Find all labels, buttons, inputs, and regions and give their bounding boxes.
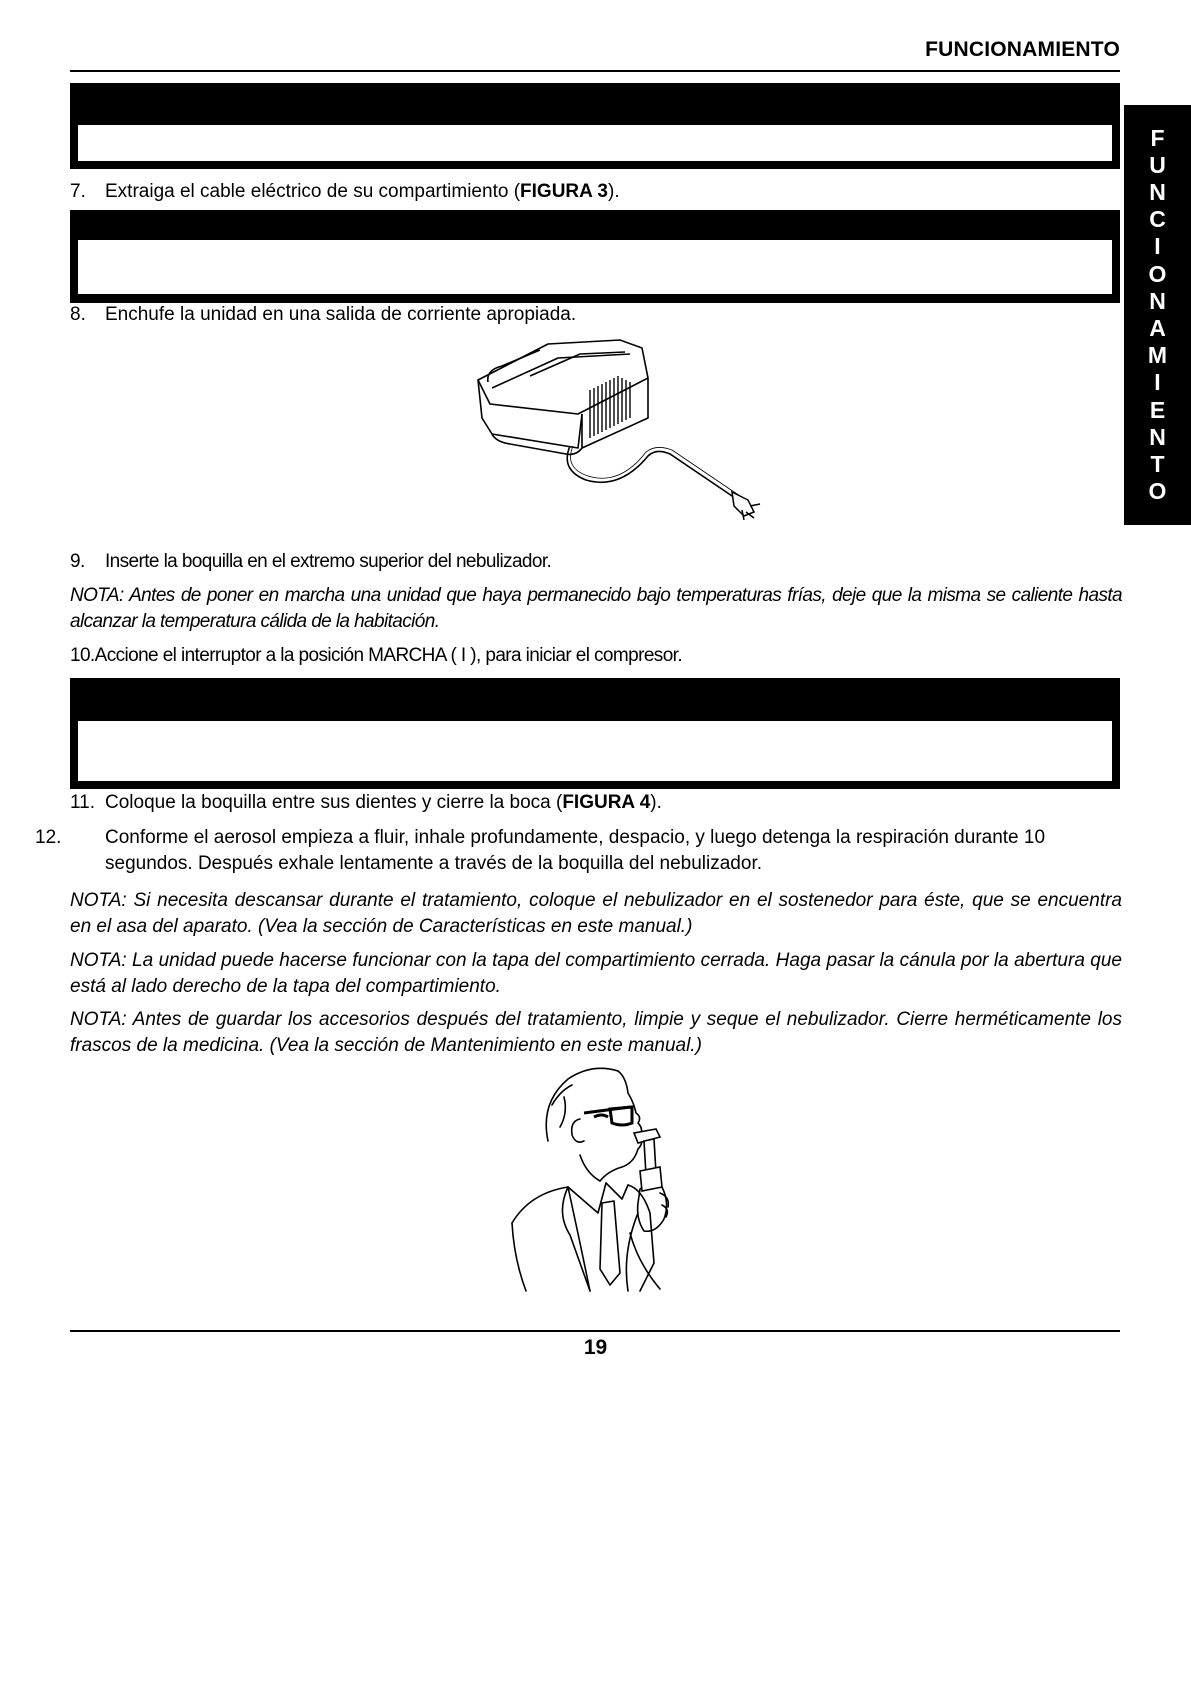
warning-box-2	[70, 210, 1120, 303]
side-tab-letter: N	[1149, 179, 1166, 206]
compressor-front	[478, 380, 582, 448]
step-8	[70, 302, 1122, 328]
step-text: Coloque la boquilla entre sus dientes y cierre la boca (	[105, 792, 563, 813]
step-number: 9.	[70, 551, 85, 572]
collar-right	[606, 1183, 628, 1199]
collar-left	[568, 1183, 606, 1213]
side-tab-letter: A	[1149, 315, 1166, 341]
note-rest-during-treatment: NOTA: Si necesita descansar durante el tratamiento, coloque el nebulizador en el sostenedor para éste, que se encuentra en el asa del aparato. (Vea la sección de Características en este manual.)	[70, 890, 1122, 937]
note-cold-unit: NOTA: Antes de poner en marcha una unidad que haya permanecido bajo temperaturas frías, deje que la misma se caliente hasta alcanzar la temperatura cálida de la habitación.	[70, 585, 1122, 632]
footer-rule	[70, 1330, 1120, 1332]
step-text: Conforme el aerosol empieza a fluir, inhale profundamente, despacio, y luego detenga la respiración durante 10 segundos. Después exhale lentamente a través de la boquilla del nebulizador.	[105, 827, 1046, 874]
tie	[600, 1201, 620, 1285]
side-tab-letter: O	[1148, 260, 1167, 287]
step-text: Extraiga el cable eléctrico de su compartimiento (	[105, 181, 521, 202]
warning-box-1	[70, 83, 1120, 169]
patient-using-nebulizer-figure	[510, 1063, 735, 1293]
step-text-end: ).	[608, 181, 620, 202]
step-number: 12.	[35, 827, 62, 848]
warning-box-3	[70, 678, 1120, 789]
figure-reference: FIGURA 4	[562, 792, 651, 813]
side-tab-letter: M	[1147, 342, 1168, 369]
ear	[572, 1119, 584, 1142]
side-tab-letter: U	[1149, 151, 1166, 178]
side-tab-letter: O	[1148, 478, 1167, 505]
power-cord	[567, 446, 738, 500]
step-7	[70, 179, 1122, 205]
compressor-lid-line	[492, 354, 630, 388]
step-12	[35, 825, 1122, 877]
warning-box-1-body	[78, 125, 1112, 161]
header-rule	[70, 70, 1120, 72]
step-9	[70, 549, 1122, 575]
step-number: 7.	[70, 181, 86, 202]
figure-reference: FIGURA 3	[520, 181, 608, 202]
side-tab-letter: I	[1154, 369, 1161, 396]
warning-box-3-body	[78, 721, 1112, 781]
neck	[580, 1155, 600, 1181]
jacket-left	[512, 1187, 590, 1291]
note-storage: NOTA: Antes de guardar los accesorios después del tratamiento, limpie y seque el nebulizador. Cierre herméticamente los frascos de la medicina. (Vea la sección de Mantenimiento en este manual.)	[70, 1009, 1122, 1056]
side-tab-letter: N	[1149, 287, 1166, 314]
side-tab-letter: F	[1150, 124, 1165, 151]
shoulder-left	[512, 1223, 526, 1291]
hair-2	[560, 1097, 565, 1127]
step-11	[70, 790, 1122, 816]
compressor-side	[582, 378, 648, 448]
side-tab-letter: I	[1154, 233, 1161, 260]
side-tab-letter: C	[1149, 206, 1166, 233]
step-text: Accione el interruptor a la posición MARCHA ( I ), para iniciar el compresor.	[94, 645, 683, 666]
nebulizer-mouthpiece	[634, 1129, 662, 1191]
side-tab-letter: T	[1150, 450, 1165, 477]
step-number: 10.	[70, 645, 95, 666]
side-tab-letter: N	[1149, 423, 1166, 450]
step-text: Enchufe la unidad en una salida de corriente apropiada.	[105, 304, 577, 325]
compressor-figure	[470, 330, 780, 520]
glasses-icon	[584, 1107, 632, 1125]
page-number: 19	[583, 1336, 608, 1359]
step-number: 11.	[70, 792, 96, 813]
note-closed-lid: NOTA: La unidad puede hacerse funcionar con la tapa del compartimiento cerrada. Haga pasar la cánula por la abertura que está al lado derecho de la tapa del compartimiento.	[70, 950, 1122, 997]
side-tab-letter: E	[1149, 396, 1166, 423]
step-text: Inserte la boquilla en el extremo superior del nebulizador.	[105, 551, 552, 572]
step-text-end: ).	[650, 792, 662, 813]
side-section-tab	[1124, 105, 1191, 525]
step-10	[70, 643, 1122, 669]
head-back	[546, 1068, 618, 1141]
power-cord-inner	[571, 446, 740, 496]
warning-box-2-body	[78, 240, 1112, 294]
plug-icon	[732, 492, 760, 520]
step-number: 8.	[70, 304, 86, 325]
section-title: FUNCIONAMIENTO	[925, 38, 1120, 61]
